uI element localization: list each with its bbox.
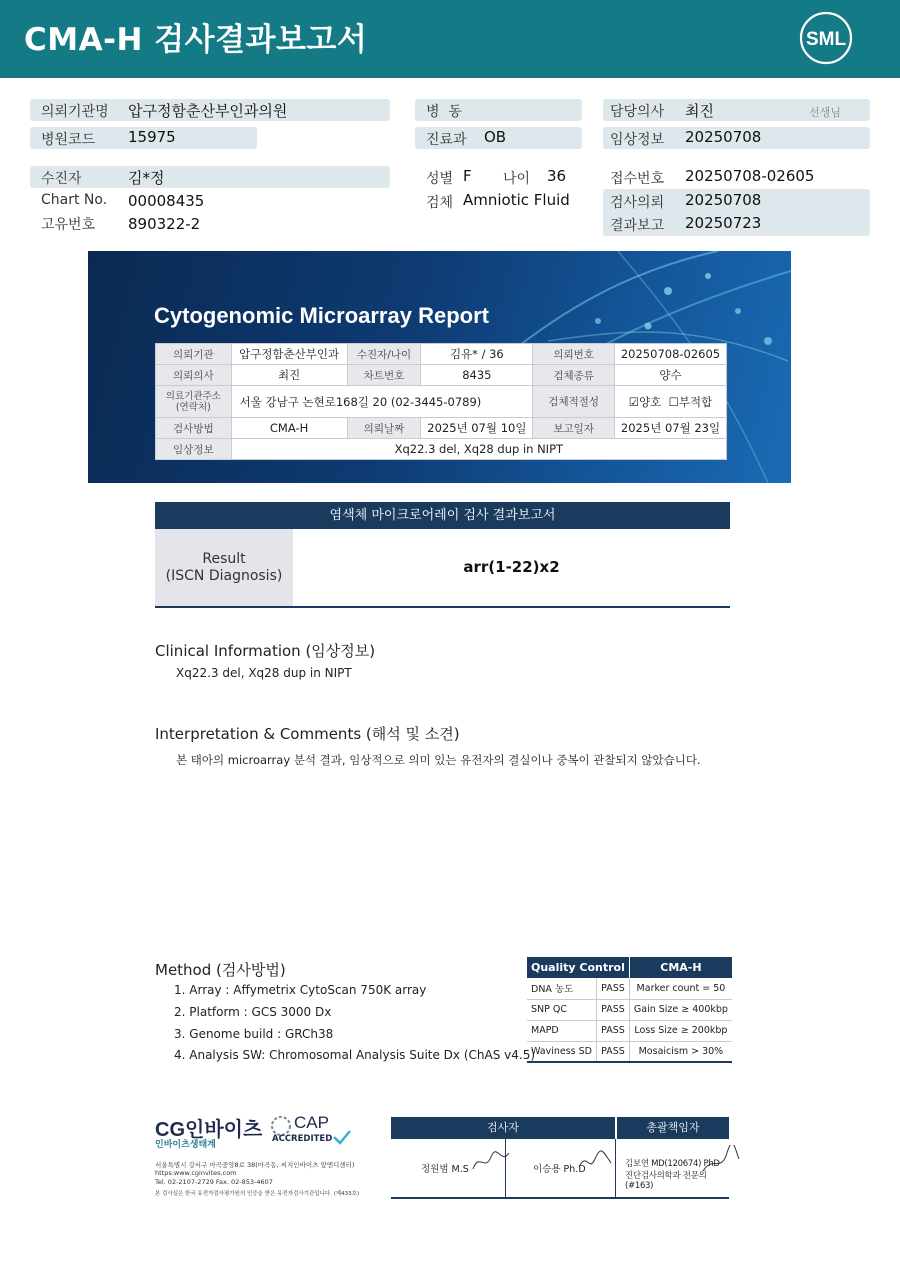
certification-line: 본 검사실은 한국 유전자검사평가원의 인증을 받은 유전자검사기관입니다. (제433호) [155,1191,360,1197]
method-item: 4. Analysis SW: Chromosomal Analysis Suite Dx (ChAS v4.5) [174,1048,536,1062]
signature-scribble-2 [577,1147,613,1177]
cg-invites-sub: 인바이츠생태계 [155,1140,216,1150]
hospital-code-label: 병원코드 [41,132,96,148]
patient-value: 김*정 [128,169,165,187]
result-label-line1: Result [202,551,246,567]
signature-scribble-3 [701,1145,741,1177]
cell: 의뢰의사 [156,365,232,386]
qc-cell: SNP QC [527,999,597,1020]
cell: 양수 [615,365,727,386]
checked-box-icon: ☑ [628,394,640,409]
cell: 의료기관주소 (연락처) [156,386,232,418]
report-banner [88,251,791,483]
result-value: arr(1-22)x2 [463,558,560,576]
logo-text: SML [805,29,847,50]
qc-cell: Marker count = 50 [629,978,732,999]
sex-value: F [463,167,472,185]
doctor-label: 담당의사 [610,104,665,120]
qc-cell: Loss Size ≥ 200kbp [629,1020,732,1041]
tester1-name: 정원범 M.S [421,1164,469,1175]
clinical-label: 임상정보 [610,132,665,148]
qc-cell: DNA 농도 [527,978,597,999]
qc-cell: Gain Size ≥ 400kbp [629,999,732,1020]
receipt-value: 20250708-02605 [685,167,815,185]
signature-scribble-1 [471,1147,511,1177]
sig-divider [615,1139,616,1197]
receipt-label: 접수번호 [610,171,665,187]
cell: 의뢰번호 [533,344,615,365]
cell: 2025년 07월 23일 [615,418,727,439]
cap-text: CAP [294,1113,329,1132]
cap-accredited-logo [270,1113,352,1153]
chart-value: 00008435 [128,192,205,210]
sig-bottom-line [391,1197,729,1199]
chart-label: Chart No. [41,192,108,208]
hospital-code-value: 15975 [128,128,176,146]
patient-pill [30,166,390,188]
specimen-value: Amniotic Fluid [463,191,570,209]
cell: 의뢰날짜 [347,418,421,439]
qc-cell: PASS [597,978,630,999]
result-label-line2: (ISCN Diagnosis) [165,568,283,584]
chief-title: 진단검사의학과 전문의(#163) [625,1171,707,1191]
method-item: 3. Genome build : GRCh38 [174,1027,334,1041]
interpretation-title: Interpretation & Comments (해석 및 소견) [155,725,460,743]
unique-label: 고유번호 [41,217,96,233]
page-title: CMA-H 검사결과보고서 [24,22,368,58]
cell: 의뢰기관 [156,344,232,365]
cell: 차트번호 [347,365,421,386]
empty-box-icon: ☐ [668,394,679,409]
result-label [155,529,293,606]
cell: 서울 강남구 논현로168길 20 (02-3445-0789) [231,386,533,418]
checkmark-icon [332,1129,352,1145]
bad-label: 부적합 [678,394,713,409]
method-item: 1. Array : Affymetrix CytoScan 750K array [174,983,427,997]
cell: 검체적절성 [533,386,615,418]
tester-header: 검사자 [391,1117,615,1139]
age-value: 36 [547,167,567,185]
cell: 2025년 07월 10일 [421,418,533,439]
chief-header: 총괄책임자 [617,1117,729,1139]
cell: 8435 [421,365,533,386]
cell: 수진자/나이 [347,344,421,365]
suitability-cell [615,386,727,418]
cell: CMA-H [231,418,347,439]
request-label: 검사의뢰 [610,195,665,211]
banner-info-table [155,343,727,460]
report-value: 20250723 [685,214,762,232]
dept-value: OB [484,128,507,146]
age-label: 나이 [503,171,531,187]
unique-value: 890322-2 [128,215,201,233]
specimen-label: 검체 [426,195,454,211]
qc-cell: Waviness SD [527,1041,597,1062]
interpretation-text: 본 태아의 microarray 분석 결과, 임상적으로 의미 있는 유전자의 결실이나 중복이 관찰되지 않았습니다. [176,753,701,767]
cell: 20250708-02605 [615,344,727,365]
tester2-name: 이승용 Ph.D [533,1164,586,1175]
qc-cell: PASS [597,1041,630,1062]
cell: 검사방법 [156,418,232,439]
institution-value: 압구정함춘산부인과의원 [128,102,288,120]
address-line: 서울특별시 강서구 마곡중앙8로 38(마곡동, 씨지인바이츠 앞엔디센터) [155,1161,355,1169]
qc-cell: MAPD [527,1020,597,1041]
website-line: https:www.cginvites.com [155,1169,237,1177]
good-label: 양호 [639,394,662,409]
quality-control-table [527,957,732,1063]
dept-label: 진료과 [426,132,467,148]
signature-block [391,1117,729,1199]
banner-title: Cytogenomic Microarray Report [154,303,489,328]
qc-cell: PASS [597,999,630,1020]
cap-sub: ACCREDITED [272,1134,333,1144]
cell: 최진 [231,365,347,386]
cell: 보고일자 [533,418,615,439]
cell: 검체종류 [533,365,615,386]
doctor-suffix: 선생님 [809,106,841,119]
result-divider [155,606,730,608]
clinical-text: Xq22.3 del, Xq28 dup in NIPT [176,666,352,680]
clinical-title: Clinical Information (임상정보) [155,642,376,660]
tel-fax-line: Tel. 02-2107-2729 Fax. 02-853-4607 [155,1178,273,1186]
qc-header: Quality Control [527,957,629,978]
chief-name: 김보연 MD(120674) PhD [625,1159,720,1169]
cell: 김유* / 36 [421,344,533,365]
sex-label: 성별 [426,171,454,187]
cell: 임상정보 [156,439,232,460]
cg-invites-logo: CG인바이츠 [155,1119,263,1141]
ward-label: 병 동 [426,104,462,120]
result-header: 염색체 마이크로어레이 검사 결과보고서 [155,502,730,529]
cell: 압구정함춘산부인과 [231,344,347,365]
method-title: Method (검사방법) [155,961,286,979]
institution-label: 의뢰기관명 [41,104,109,120]
request-value: 20250708 [685,191,762,209]
qc-cell: PASS [597,1020,630,1041]
report-label: 결과보고 [610,218,665,234]
method-item: 2. Platform : GCS 3000 Dx [174,1005,332,1019]
clinical-value: 20250708 [685,128,762,146]
qc-header-cmah: CMA-H [629,957,732,978]
patient-label: 수진자 [41,171,82,187]
cell: Xq22.3 del, Xq28 dup in NIPT [231,439,726,460]
sml-logo [796,10,856,66]
qc-cell: Mosaicism > 30% [629,1041,732,1062]
doctor-value: 최진 [685,102,714,120]
